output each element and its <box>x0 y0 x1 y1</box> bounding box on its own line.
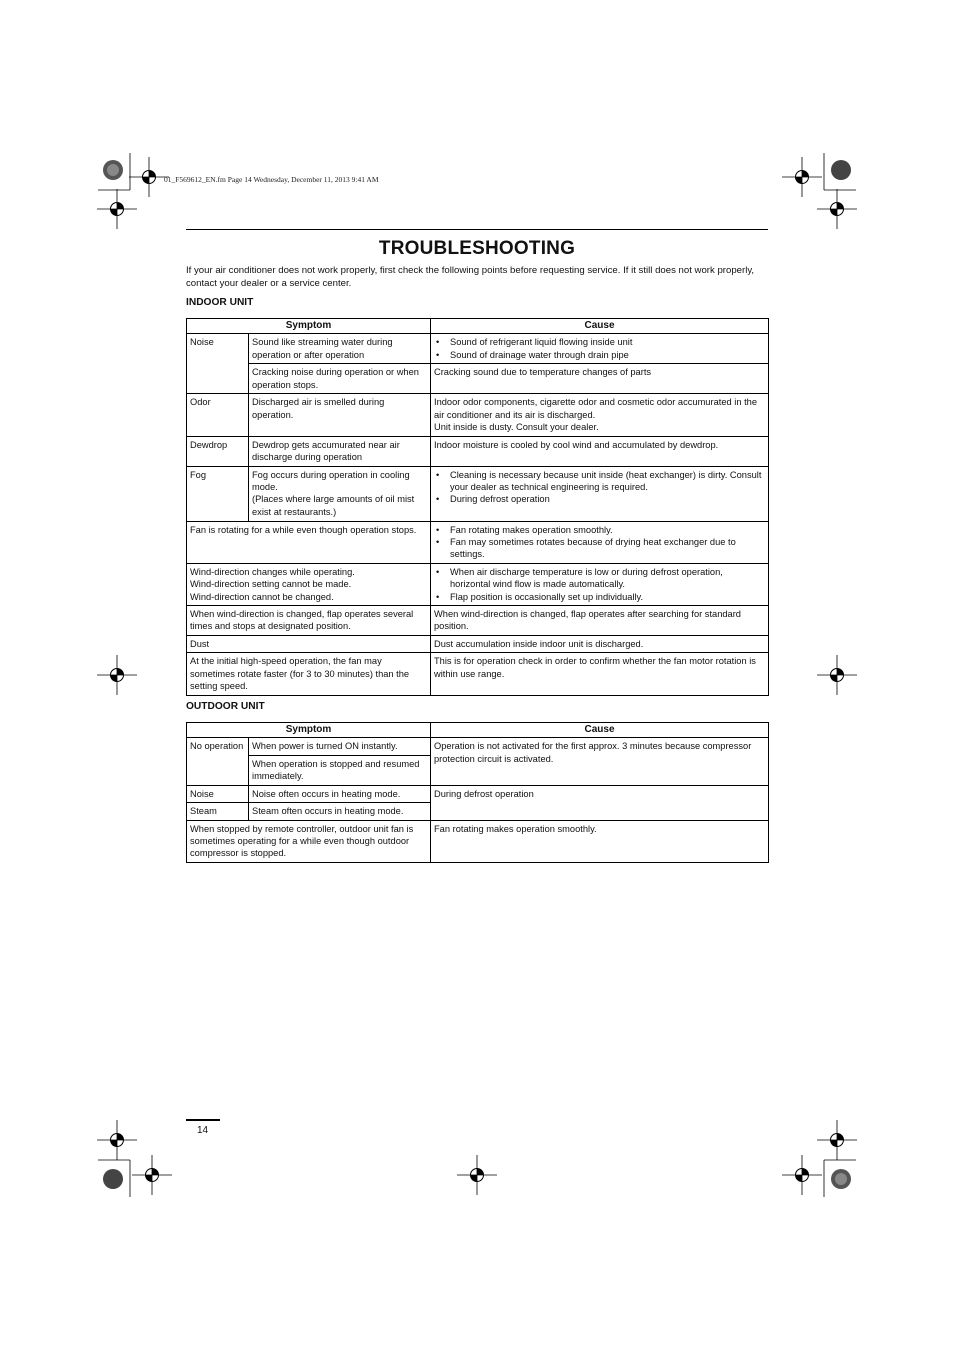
cause-cell: Cracking sound due to temperature changes of parts <box>431 364 769 394</box>
symptom-cell: Discharged air is smelled during operation. <box>249 394 431 436</box>
table-row <box>187 436 769 466</box>
symptom-cell: Dust <box>187 636 431 653</box>
symptom-cell <box>249 466 431 521</box>
cause-cell: This is for operation check in order to confirm whether the fan motor rotation is within use range. <box>431 653 769 695</box>
category-cell: Noise <box>187 334 249 394</box>
symptom-cell: When power is turned ON instantly. <box>249 738 431 755</box>
symptom-cell: When stopped by remote controller, outdoor unit fan is sometimes operating for a while even though outdoor compressor is stopped. <box>187 820 431 862</box>
cause-cell <box>431 563 769 605</box>
symptom-line: Wind-direction cannot be changed. <box>190 591 334 602</box>
cause-cell: When wind-direction is changed, flap operates after searching for standard position. <box>431 606 769 636</box>
symptom-cell: Steam often occurs in heating mode. <box>249 803 431 820</box>
category-cell: Noise <box>187 785 249 802</box>
cause-cell <box>431 334 769 364</box>
page-title: TROUBLESHOOTING <box>378 238 576 259</box>
category-cell: No operation <box>187 738 249 785</box>
table-row <box>187 394 769 436</box>
symptom-cell: Noise often occurs in heating mode. <box>249 785 431 802</box>
table-row <box>187 466 769 521</box>
cause-cell: Indoor moisture is cooled by cool wind and accumulated by dewdrop. <box>431 436 769 466</box>
symptom-cell <box>187 563 431 605</box>
list-item: • During defrost operation <box>434 493 765 505</box>
top-rule <box>186 229 768 230</box>
symptom-header: Symptom <box>187 319 431 334</box>
table-header-row <box>187 319 769 334</box>
symptom-line: (Places where large amounts of oil mist exist at restaurants.) <box>252 494 415 517</box>
list-item: • Sound of refrigerant liquid flowing inside unit <box>434 336 765 348</box>
list-item: • Sound of drainage water through drain pipe <box>434 349 765 361</box>
symptom-line: Wind-direction setting cannot be made. <box>190 579 352 590</box>
footer-rule <box>186 1119 220 1121</box>
cause-cell: Dust accumulation inside indoor unit is discharged. <box>431 636 769 653</box>
symptom-cell: Dewdrop gets accumurated near air discharge during operation <box>249 436 431 466</box>
list-item: • Flap position is occasionally set up individually. <box>434 591 765 603</box>
category-cell: Steam <box>187 803 249 820</box>
cause-line: Indoor odor components, cigarette odor and cosmetic odor accumurated in the air conditioner and its air is discharged. <box>434 397 757 420</box>
table-row <box>187 653 769 695</box>
table-row <box>187 820 769 862</box>
table-row <box>187 785 769 802</box>
list-item: • When air discharge temperature is low or during defrost operation, horizontal wind flow is made automatically. <box>434 566 765 591</box>
table-row <box>187 364 769 394</box>
cause-header: Cause <box>431 723 769 738</box>
cause-cell: Operation is not activated for the first approx. 3 minutes because compressor protection circuit is activated. <box>431 738 769 785</box>
cause-line: Unit inside is dusty. Consult your dealer. <box>434 422 599 433</box>
table-row <box>187 334 769 364</box>
symptom-cell: When operation is stopped and resumed immediately. <box>249 755 431 785</box>
outdoor-table <box>186 722 769 863</box>
table-row <box>187 521 769 563</box>
cause-cell <box>431 466 769 521</box>
outdoor-heading: OUTDOOR UNIT <box>186 701 265 712</box>
intro-text: If your air conditioner does not work properly, first check the following points before requesting service. If it still does not work properly, contact your dealer or a service center. <box>186 265 755 289</box>
file-header: 01_F569612_EN.fm Page 14 Wednesday, December 11, 2013 9:41 AM <box>164 175 379 184</box>
list-item: • Cleaning is necessary because unit inside (heat exchanger) is dirty. Consult your dealer as technical engineering is required. <box>434 469 765 494</box>
page-number: 14 <box>197 1125 209 1136</box>
list-item: • Fan may sometimes rotates because of drying heat exchanger due to settings. <box>434 536 765 561</box>
category-cell: Fog <box>187 466 249 521</box>
symptom-cell: Fan is rotating for a while even though operation stops. <box>187 521 431 563</box>
cause-cell: Fan rotating makes operation smoothly. <box>431 820 769 862</box>
table-row <box>187 606 769 636</box>
table-row <box>187 563 769 605</box>
table-header-row <box>187 723 769 738</box>
indoor-table <box>186 318 769 696</box>
cause-cell <box>431 521 769 563</box>
category-cell: Odor <box>187 394 249 436</box>
cause-cell: During defrost operation <box>431 785 769 820</box>
list-item: • Fan rotating makes operation smoothly. <box>434 524 765 536</box>
symptom-cell: When wind-direction is changed, flap operates several times and stops at designated position. <box>187 606 431 636</box>
table-row <box>187 738 769 755</box>
symptom-cell: Cracking noise during operation or when operation stops. <box>249 364 431 394</box>
symptom-line: Fog occurs during operation in cooling mode. <box>252 469 410 493</box>
indoor-heading: INDOOR UNIT <box>186 297 254 308</box>
symptom-line: Wind-direction changes while operating. <box>190 566 355 577</box>
symptom-cell: Sound like streaming water during operation or after operation <box>249 334 431 364</box>
symptom-header: Symptom <box>187 723 431 738</box>
table-row <box>187 636 769 653</box>
symptom-cell: At the initial high-speed operation, the fan may sometimes rotate faster (for 3 to 30 minutes) than the setting speed. <box>187 653 431 695</box>
category-cell: Dewdrop <box>187 436 249 466</box>
cause-header: Cause <box>431 319 769 334</box>
cause-cell <box>431 394 769 436</box>
